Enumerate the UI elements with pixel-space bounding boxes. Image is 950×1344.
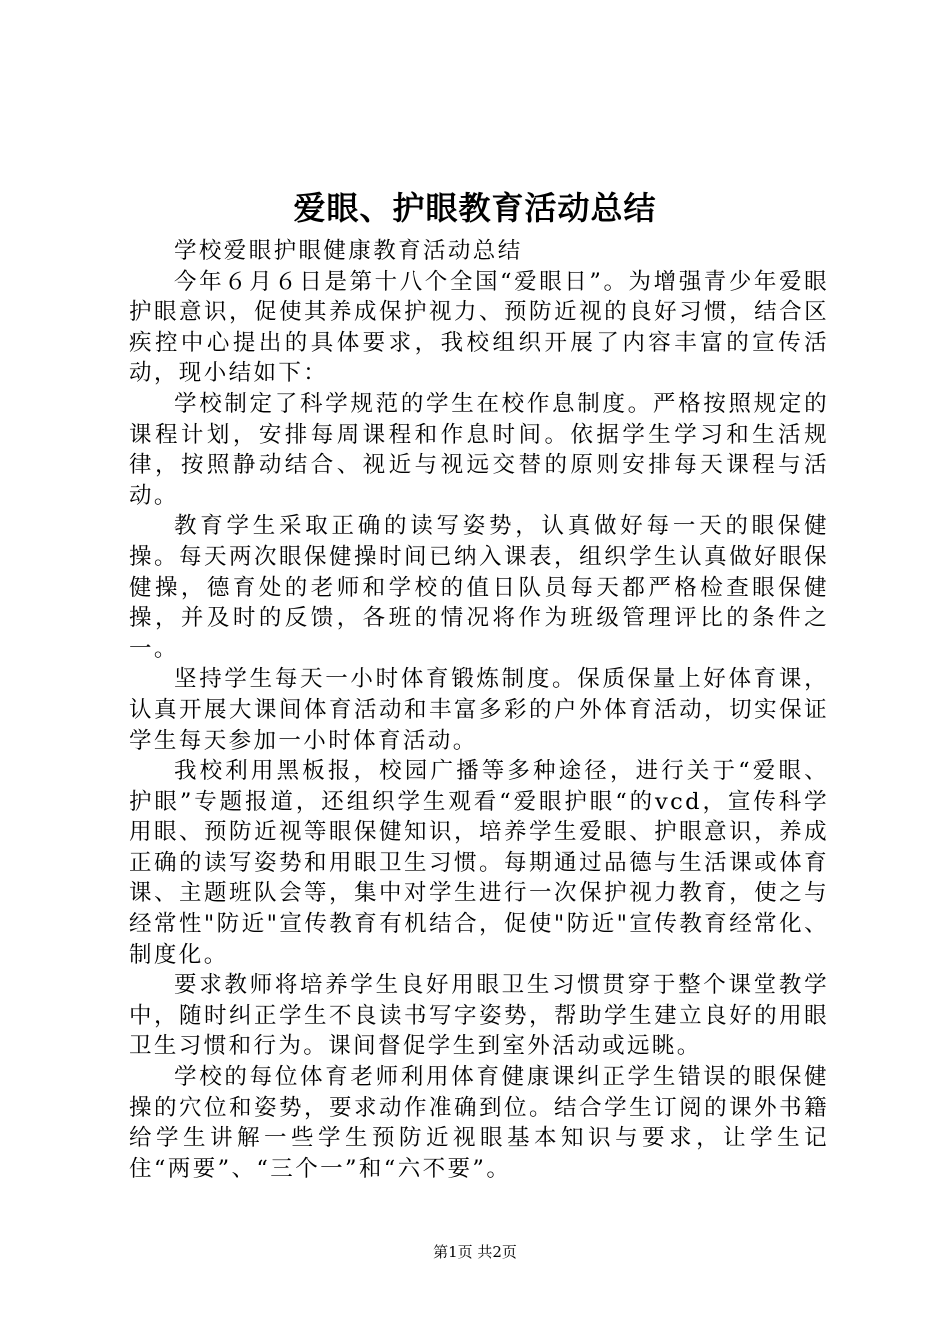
document-title: 爱眼、护眼教育活动总结: [293, 189, 657, 227]
intro-paragraph: 今年６月６日是第十八个全国“爱眼日”。为增强青少年爱眼护眼意识，促使其养成保护视力、预防近视的良好习惯，结合区疾控中心提出的具体要求，我校组织开展了内容丰富的宣传活动，现小结如下：: [129, 268, 829, 387]
page-number-footer: 第1页 共2页: [433, 1243, 517, 1261]
pe-teacher-paragraph: 学校的每位体育老师利用体育健康课纠正学生错误的眼保健操的穴位和姿势，要求动作准确到位。结合学生订阅的课外书籍给学生讲解一些学生预防近视眼基本知识与要求，让学生记住“两要”、“三个一”和“六不要”。: [129, 1064, 829, 1182]
teacher-requirement-paragraph: 要求教师将培养学生良好用眼卫生习惯贯穿于整个课堂教学中，随时纠正学生不良读书写字姿势，帮助学生建立良好的用眼卫生习惯和行为。课间督促学生到室外活动或远眺。: [129, 972, 829, 1060]
subtitle-paragraph: 学校爱眼护眼健康教育活动总结: [174, 238, 523, 264]
document-body: [129, 236, 829, 1184]
eye-exercise-paragraph: 教育学生采取正确的读写姿势，认真做好每一天的眼保健操。每天两次眼保健操时间已纳入课表，组织学生认真做好眼保健操，德育处的老师和学校的值日队员每天都严格检查眼保健操，并及时的反馈，各班的情况将作为班级管理评比的条件之一。: [129, 513, 829, 662]
schedule-paragraph: 学校制定了科学规范的学生在校作息制度。严格按照规定的课程计划，安排每周课程和作息时间。依据学生学习和生活规律，按照静动结合、视近与视远交替的原则安排每天课程与活动。: [129, 390, 829, 509]
physical-exercise-paragraph: 坚持学生每天一小时体育锻炼制度。保质保量上好体育课，认真开展大课间体育活动和丰富多彩的户外体育活动，切实保证学生每天参加一小时体育活动。: [129, 666, 829, 754]
publicity-paragraph: 我校利用黑板报，校园广播等多种途径，进行关于“爱眼、护眼”专题报道，还组织学生观看“爱眼护眼“的vcd，宣传科学用眼、预防近视等眼保健知识，培养学生爱眼、护眼意识，养成正确的读写姿势和用眼卫生习惯。每期通过品德与生活课或体育课、主题班队会等，集中对学生进行一次保护视力教育，使之与经常性"防近"宣传教育有机结合，促使"防近"宣传教育经常化、制度化。: [129, 758, 829, 968]
